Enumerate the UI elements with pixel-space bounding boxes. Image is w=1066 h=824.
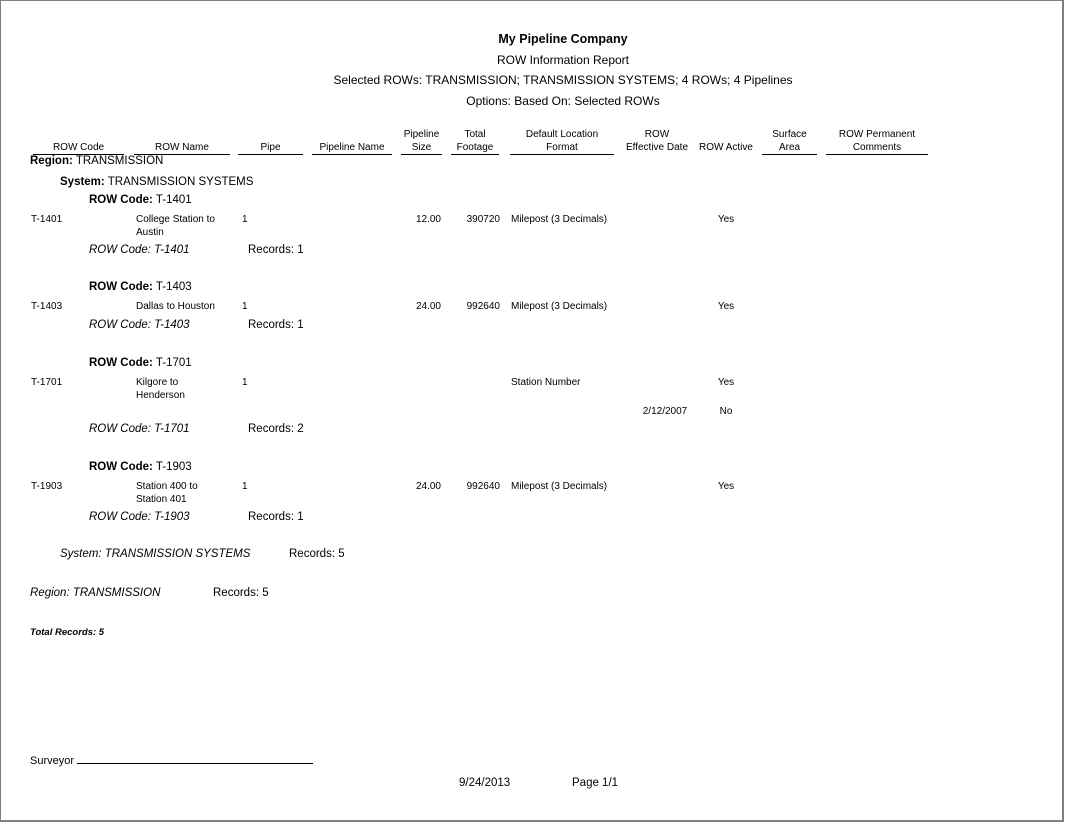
cell-row-code: T-1401 xyxy=(31,214,63,225)
page-number: Page 1/1 xyxy=(572,777,619,789)
group-header: ROW Code: T-1403 xyxy=(89,281,192,293)
col-row-active: ROW Active xyxy=(699,142,753,153)
col-pipeline-size: Pipeline Size xyxy=(401,128,442,155)
col-default-location-format: Default Location Format xyxy=(510,128,614,155)
cell-row-active: Yes xyxy=(717,214,735,225)
total-records: Total Records: 5 xyxy=(30,627,105,638)
surveyor-label: Surveyor xyxy=(30,755,75,767)
cell-row-name: College Station to Austin xyxy=(136,214,215,238)
cell-row-name: Station 400 to Station 401 xyxy=(136,481,198,505)
cell-location-format: Milepost (3 Decimals) xyxy=(511,214,608,225)
print-date: 9/24/2013 xyxy=(459,777,511,789)
group-footer-records: Records: 1 xyxy=(248,319,304,331)
cell-pipeline-size: 24.00 xyxy=(415,301,441,312)
col-row-name: ROW Name xyxy=(134,128,230,155)
cell-location-format: Station Number xyxy=(511,377,581,388)
cell-row-active: No xyxy=(719,406,733,417)
selection-summary: Selected ROWs: TRANSMISSION; TRANSMISSION SYSTEMS; 4 ROWs; 4 Pipelines xyxy=(333,73,793,87)
cell-pipe: 1 xyxy=(242,481,248,492)
cell-pipeline-size: 24.00 xyxy=(415,481,441,492)
cell-total-footage: 992640 xyxy=(466,481,500,492)
group-footer-records: Records: 2 xyxy=(248,423,304,435)
cell-effective-date: 2/12/2007 xyxy=(642,406,688,417)
report-options: Options: Based On: Selected ROWs xyxy=(466,94,660,108)
company-name: My Pipeline Company xyxy=(498,32,628,46)
col-pipe: Pipe xyxy=(238,128,303,155)
cell-row-active: Yes xyxy=(717,301,735,312)
cell-pipe: 1 xyxy=(242,214,248,225)
cell-row-active: Yes xyxy=(717,481,735,492)
cell-pipeline-size: 12.00 xyxy=(415,214,441,225)
col-total-footage: Total Footage xyxy=(451,128,499,155)
group-footer-records: Records: 1 xyxy=(248,511,304,523)
cell-location-format: Milepost (3 Decimals) xyxy=(511,301,608,312)
region-footer-records: Records: 5 xyxy=(213,587,269,599)
surveyor-signature xyxy=(30,753,313,767)
cell-row-code: T-1903 xyxy=(31,481,63,492)
cell-row-name: Dallas to Houston xyxy=(136,301,215,312)
group-footer-label: ROW Code: T-1903 xyxy=(89,511,190,523)
cell-total-footage: 992640 xyxy=(466,301,500,312)
group-footer-label: ROW Code: T-1403 xyxy=(89,319,190,331)
col-surface-area: Surface Area xyxy=(762,128,817,155)
cell-row-name: Kilgore to Henderson xyxy=(136,377,185,401)
cell-pipe: 1 xyxy=(242,301,248,312)
system-footer-records: Records: 5 xyxy=(289,548,345,560)
col-row-effective-date: ROW Effective Date xyxy=(625,129,689,153)
group-header: ROW Code: T-1401 xyxy=(89,194,192,206)
col-row-code: ROW Code xyxy=(33,128,124,155)
group-header: ROW Code: T-1903 xyxy=(89,461,192,473)
group-footer-label: ROW Code: T-1701 xyxy=(89,423,190,435)
cell-location-format: Milepost (3 Decimals) xyxy=(511,481,608,492)
system-footer-label: System: TRANSMISSION SYSTEMS xyxy=(60,548,251,560)
group-footer-records: Records: 1 xyxy=(248,244,304,256)
group-footer-label: ROW Code: T-1401 xyxy=(89,244,190,256)
region-header: Region: TRANSMISSION xyxy=(30,155,164,167)
col-pipeline-name: Pipeline Name xyxy=(312,128,392,155)
cell-row-code: T-1701 xyxy=(31,377,63,388)
col-row-permanent-comments: ROW Permanent Comments xyxy=(826,128,928,155)
region-footer-label: Region: TRANSMISSION xyxy=(30,587,161,599)
cell-row-active: Yes xyxy=(717,377,735,388)
system-header: System: TRANSMISSION SYSTEMS xyxy=(60,176,254,188)
cell-pipe: 1 xyxy=(242,377,248,388)
group-header: ROW Code: T-1701 xyxy=(89,357,192,369)
cell-row-code: T-1403 xyxy=(31,301,63,312)
report-title: ROW Information Report xyxy=(496,53,630,67)
signature-line xyxy=(77,753,313,764)
cell-total-footage: 390720 xyxy=(466,214,500,225)
